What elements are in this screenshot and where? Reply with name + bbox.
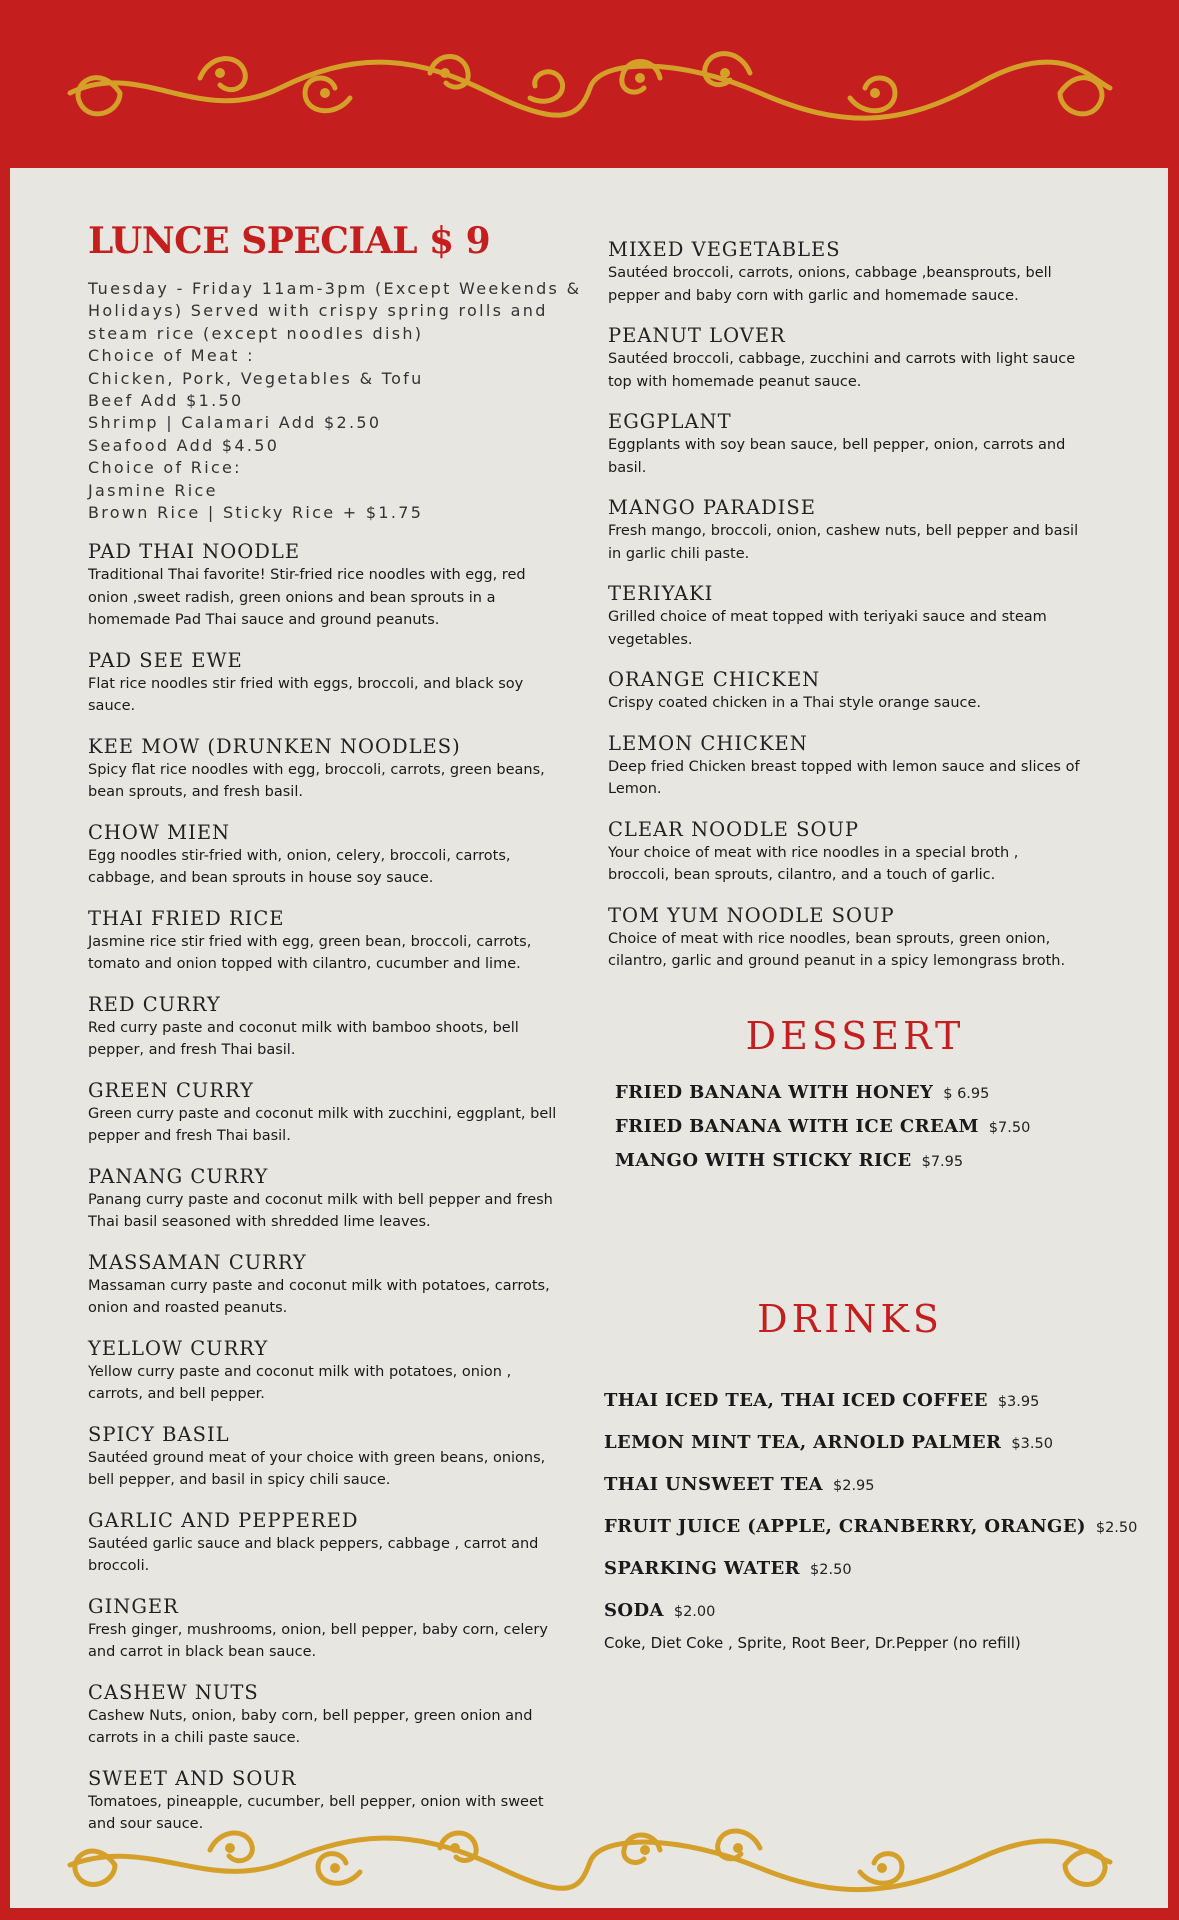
menu-item-desc: Fresh mango, broccoli, onion, cashew nuts, bell pepper and basil in garlic chili paste. <box>608 523 1079 562</box>
menu-item <box>608 732 1108 801</box>
special-info-line: Holidays) Served with crispy spring rolls and <box>88 301 548 321</box>
dessert-heading: DESSERT <box>745 1014 965 1058</box>
menu-item-title: ORANGE CHICKEN <box>608 668 821 691</box>
lunch-special-title: LUNCE SPECIAL $ 9 <box>88 220 491 262</box>
menu-item-title: MIXED VEGETABLES <box>608 238 841 261</box>
dessert-price: $7.50 <box>988 1120 1031 1136</box>
drink-price: $2.50 <box>1095 1520 1138 1536</box>
menu-item-title: PEANUT LOVER <box>608 324 786 347</box>
special-info-line: Choice of Meat : <box>88 346 255 366</box>
vine-ornament-top-icon <box>60 38 1119 138</box>
menu-item-title: TOM YUM NOODLE SOUP <box>608 903 895 927</box>
drink-item <box>604 1558 1137 1579</box>
menu-item <box>608 496 1108 565</box>
menu-item <box>608 324 1108 393</box>
menu-item-desc: Your choice of meat with rice noodles in a special broth , broccoli, bean sprouts, cilantro, and a touch of garlic. <box>608 844 1019 883</box>
drink-name: THAI UNSWEET TEA <box>604 1474 823 1495</box>
menu-item-desc: Choice of meat with rice noodles, bean sprouts, green onion, cilantro, garlic and ground peanut in a spicy lemongrass broth. <box>608 930 1066 969</box>
menu-item <box>88 1251 578 1320</box>
menu-item <box>88 649 578 718</box>
dessert-item <box>615 1116 1030 1137</box>
menu-item <box>608 582 1108 651</box>
drink-name: THAI ICED TEA, THAI ICED COFFEE <box>604 1390 988 1411</box>
menu-item-desc: Red curry paste and coconut milk with bamboo shoots, bell pepper, and fresh Thai basil. <box>88 1019 519 1059</box>
menu-item-desc: Fresh ginger, mushrooms, onion, bell pepper, baby corn, celery and carrot in black bean sauce. <box>88 1621 548 1661</box>
menu-item-title: YELLOW CURRY <box>88 1336 269 1360</box>
menu-item-desc: Sautéed broccoli, cabbage, zucchini and carrots with light sauce top with homemade peanut sauce. <box>608 351 1076 390</box>
special-info-line: Chicken, Pork, Vegetables & Tofu <box>88 368 424 388</box>
menu-item-desc: Spicy flat rice noodles with egg, broccoli, carrots, green beans, bean sprouts, and fresh basil. <box>88 761 545 801</box>
menu-item-desc: Green curry paste and coconut milk with zucchini, eggplant, bell pepper and fresh Thai basil. <box>88 1105 557 1145</box>
menu-item-desc: Sautéed ground meat of your choice with green beans, onions, bell pepper, and basil in spicy chili sauce. <box>88 1449 546 1489</box>
menu-item-desc: Eggplants with soy bean sauce, bell pepper, onion, carrots and basil. <box>608 437 1066 476</box>
menu-item-title: GREEN CURRY <box>88 1078 254 1102</box>
dessert-price: $ 6.95 <box>943 1086 990 1102</box>
special-info-line: Tuesday - Friday 11am-3pm (Except Weekends & <box>88 279 582 298</box>
drinks-list <box>604 1390 1137 1652</box>
vine-ornament-bottom-icon <box>60 1820 1119 1910</box>
menu-item-title: TERIYAKI <box>608 582 714 605</box>
menu-item-title: SPICY BASIL <box>88 1422 230 1446</box>
special-info-line: steam rice (except noodles dish) <box>88 323 424 343</box>
special-info-line: Brown Rice | Sticky Rice + $1.75 <box>88 503 424 523</box>
menu-item-desc: Traditional Thai favorite! Stir-fried rice noodles with egg, red onion ,sweet radish, green onions and bean sprouts in a homemade Pad Thai sauce and ground peanuts. <box>88 567 526 629</box>
menu-item <box>88 993 578 1062</box>
menu-item <box>608 410 1108 479</box>
special-info-line: Choice of Rice: <box>88 458 242 478</box>
drink-name: SPARKING WATER <box>604 1558 801 1579</box>
dessert-list <box>615 1082 1030 1184</box>
menu-item-title: CASHEW NUTS <box>88 1680 259 1704</box>
dessert-name: FRIED BANANA WITH ICE CREAM <box>615 1116 979 1137</box>
menu-item <box>88 540 578 632</box>
menu-item <box>88 1681 578 1750</box>
drink-item <box>604 1474 1137 1495</box>
menu-item <box>608 818 1108 887</box>
menu-item <box>88 1509 578 1578</box>
menu-item-title: SWEET AND SOUR <box>88 1766 297 1790</box>
menu-item-desc: Egg noodles stir-fried with, onion, celery, broccoli, carrots, cabbage, and bean sprouts in house soy sauce. <box>88 847 511 887</box>
drink-name: LEMON MINT TEA, ARNOLD PALMER <box>604 1432 1002 1453</box>
drink-name: FRUIT JUICE (APPLE, CRANBERRY, ORANGE) <box>604 1516 1086 1537</box>
menu-item-title: CHOW MIEN <box>88 820 231 844</box>
dessert-price: $7.95 <box>921 1154 964 1170</box>
soda-options-note: Coke, Diet Coke , Sprite, Root Beer, Dr.Pepper (no refill) <box>604 1634 1021 1652</box>
menu-item <box>88 1079 578 1148</box>
menu-item <box>88 1423 578 1492</box>
menu-item <box>88 735 578 804</box>
dessert-name: MANGO WITH STICKY RICE <box>615 1150 912 1171</box>
right-column <box>608 238 1108 990</box>
drink-price: $2.50 <box>810 1562 852 1578</box>
dessert-item <box>615 1082 1030 1103</box>
menu-item-title: GINGER <box>88 1594 179 1618</box>
menu-item <box>88 907 578 976</box>
menu-item <box>608 238 1108 307</box>
left-column <box>88 220 582 1853</box>
menu-item-desc: Sautéed broccoli, carrots, onions, cabbage ,beansprouts, bell pepper and baby corn with garlic and homemade sauce. <box>608 265 1052 304</box>
menu-item-desc: Yellow curry paste and coconut milk with potatoes, onion , carrots, and bell pepper. <box>88 1363 512 1403</box>
drink-item <box>604 1432 1137 1453</box>
special-info-line: Jasmine Rice <box>88 480 218 500</box>
menu-item-title: GARLIC AND PEPPERED <box>88 1508 359 1532</box>
menu-item-title: PANANG CURRY <box>88 1164 269 1188</box>
menu-item-title: PAD SEE EWE <box>88 648 243 672</box>
menu-item-title: MASSAMAN CURRY <box>88 1250 307 1274</box>
drink-item <box>604 1390 1137 1411</box>
drink-price: $3.50 <box>1011 1436 1053 1452</box>
menu-item-title: RED CURRY <box>88 992 221 1016</box>
lunch-special-info <box>88 278 582 524</box>
menu-item-desc: Grilled choice of meat topped with teriyaki sauce and steam vegetables. <box>608 609 1047 648</box>
menu-item-desc: Jasmine rice stir fried with egg, green bean, broccoli, carrots, tomato and onion topped with cilantro, cucumber and lime. <box>88 933 532 973</box>
drinks-heading: DRINKS <box>757 1297 943 1341</box>
special-info-line: Beef Add $1.50 <box>88 391 244 411</box>
drink-item <box>604 1516 1137 1537</box>
menu-item-desc: Deep fried Chicken breast topped with lemon sauce and slices of Lemon. <box>608 758 1080 797</box>
menu-item-desc: Flat rice noodles stir fried with eggs, broccoli, and black soy sauce. <box>88 675 524 715</box>
drink-item <box>604 1600 1137 1621</box>
menu-item-desc: Massaman curry paste and coconut milk with potatoes, carrots, onion and roasted peanuts. <box>88 1277 550 1317</box>
menu-item-desc: Sautéed garlic sauce and black peppers, cabbage , carrot and broccoli. <box>88 1535 539 1575</box>
menu-item-title: THAI FRIED RICE <box>88 906 285 930</box>
menu-item <box>88 821 578 890</box>
menu-item <box>88 1595 578 1664</box>
dessert-name: FRIED BANANA WITH HONEY <box>615 1082 934 1103</box>
dessert-item <box>615 1150 1030 1171</box>
menu-item-desc: Cashew Nuts, onion, baby corn, bell pepper, green onion and carrots in a chili paste sauce. <box>88 1707 533 1747</box>
menu-item-desc: Panang curry paste and coconut milk with bell pepper and fresh Thai basil seasoned with shredded lime leaves. <box>88 1191 553 1231</box>
special-info-line: Seafood Add $4.50 <box>88 435 280 455</box>
menu-item <box>88 1165 578 1234</box>
menu-item-title: MANGO PARADISE <box>608 496 816 519</box>
drink-price: $2.95 <box>833 1478 875 1494</box>
menu-item-title: CLEAR NOODLE SOUP <box>608 817 860 841</box>
drink-name: SODA <box>604 1600 664 1621</box>
menu-item-desc: Tomatoes, pineapple, cucumber, bell pepper, onion with sweet and sour sauce. <box>88 1793 544 1833</box>
menu-item-title: LEMON CHICKEN <box>608 731 808 755</box>
menu-item-title: EGGPLANT <box>608 410 732 433</box>
menu-item-desc: Crispy coated chicken in a Thai style orange sauce. <box>608 695 982 711</box>
menu-item <box>608 904 1108 973</box>
drink-price: $2.00 <box>673 1604 716 1620</box>
menu-item <box>608 668 1108 715</box>
menu-item-title: KEE MOW (DRUNKEN NOODLES) <box>88 734 461 758</box>
special-info-line: Shrimp | Calamari Add $2.50 <box>88 413 382 433</box>
menu-item-title: PAD THAI NOODLE <box>88 540 301 564</box>
drink-price: $3.95 <box>997 1394 1040 1410</box>
menu-item <box>88 1337 578 1406</box>
